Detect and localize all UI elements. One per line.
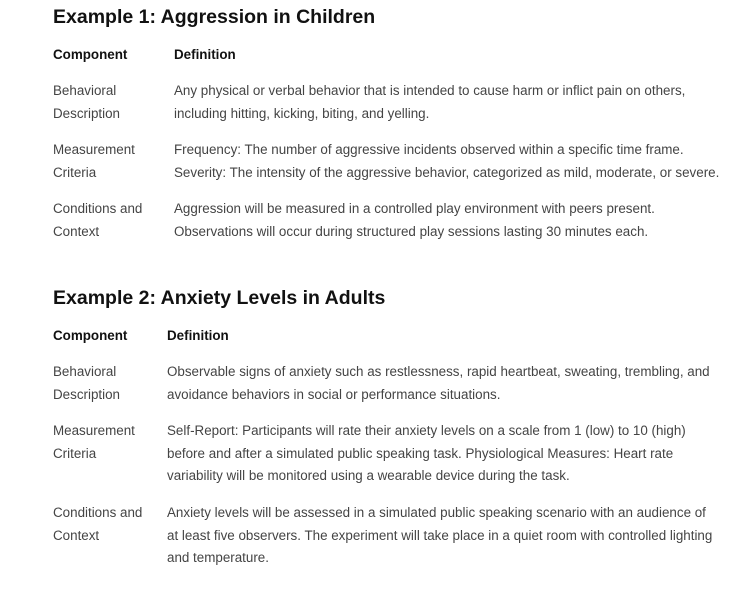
component-text: Behavioral [53, 83, 117, 98]
table-row [53, 198, 719, 257]
definition-cell [167, 361, 712, 420]
component-cell [53, 420, 167, 502]
definition-text: Anxiety levels will be assessed in a simulated public speaking scenario with an audience of [167, 504, 706, 520]
component-text: Context [53, 527, 100, 543]
component-text: Conditions and [53, 201, 143, 217]
definition-text: Severity: The intensity of the aggressive behavior, categorized as mild, moderate, or severe. [174, 164, 720, 180]
definition-text: Self-Report: Participants will rate their anxiety levels on a scale from 1 (low) to 10 (high) [167, 423, 686, 439]
component-cell [53, 139, 174, 198]
definition-text: variability will be monitored using a wearable device during the task. [167, 468, 570, 484]
definition-text: before and after a simulated public speaking task. Physiological Measures: Heart rate [167, 445, 674, 461]
definition-column-header: Definition [174, 47, 236, 62]
definition-text: avoidance behaviors in social or performance situations. [167, 386, 501, 402]
component-text: Behavioral [53, 364, 117, 379]
definition-cell [167, 502, 712, 584]
component-text: Conditions and [53, 504, 143, 520]
component-text: Measurement [53, 142, 135, 158]
definition-text: Frequency: The number of aggressive incidents observed within a specific time frame. [174, 142, 684, 158]
example-2-table [53, 325, 712, 584]
component-cell [53, 80, 174, 139]
table-row [53, 139, 719, 198]
definition-text: including hitting, kicking, biting, and yelling. [174, 105, 430, 121]
definition-cell [174, 198, 719, 257]
definition-text: Observations will occur during structured play sessions lasting 30 minutes each. [174, 223, 649, 239]
example-1-table [53, 44, 719, 258]
table-header-row [53, 44, 719, 80]
definition-text: Observable signs of anxiety such as restlessness, rapid heartbeat, sweating, trembling, and [167, 364, 710, 379]
table-row [53, 420, 712, 502]
component-text: Measurement [53, 423, 135, 439]
definition-cell [174, 139, 719, 198]
component-text: Criteria [53, 445, 97, 461]
table-row [53, 502, 712, 584]
component-cell [53, 198, 174, 257]
component-text: Criteria [53, 164, 97, 180]
definition-column-header: Definition [167, 328, 229, 343]
component-column-header: Component [53, 47, 128, 62]
table-row [53, 80, 719, 139]
table-row [53, 361, 712, 420]
definition-text: Any physical or verbal behavior that is intended to cause harm or inflict pain on others, [174, 83, 686, 98]
example-1-title: Example 1: Aggression in Children [53, 6, 376, 28]
table-header-row [53, 325, 712, 361]
component-text: Context [53, 223, 100, 239]
component-cell [53, 361, 167, 420]
definition-text: at least five observers. The experiment will take place in a quiet room with controlled lighting [167, 527, 713, 543]
component-column-header: Component [53, 328, 128, 343]
example-2-title: Example 2: Anxiety Levels in Adults [53, 287, 386, 309]
definition-cell [167, 420, 712, 502]
example-1-section [53, 4, 722, 258]
definition-text: and temperature. [167, 550, 269, 566]
component-text: Description [53, 386, 120, 402]
example-2-section [53, 285, 722, 584]
component-text: Description [53, 105, 120, 121]
definition-text: Aggression will be measured in a controlled play environment with peers present. [174, 201, 655, 217]
component-cell [53, 502, 167, 584]
definition-cell [174, 80, 719, 139]
